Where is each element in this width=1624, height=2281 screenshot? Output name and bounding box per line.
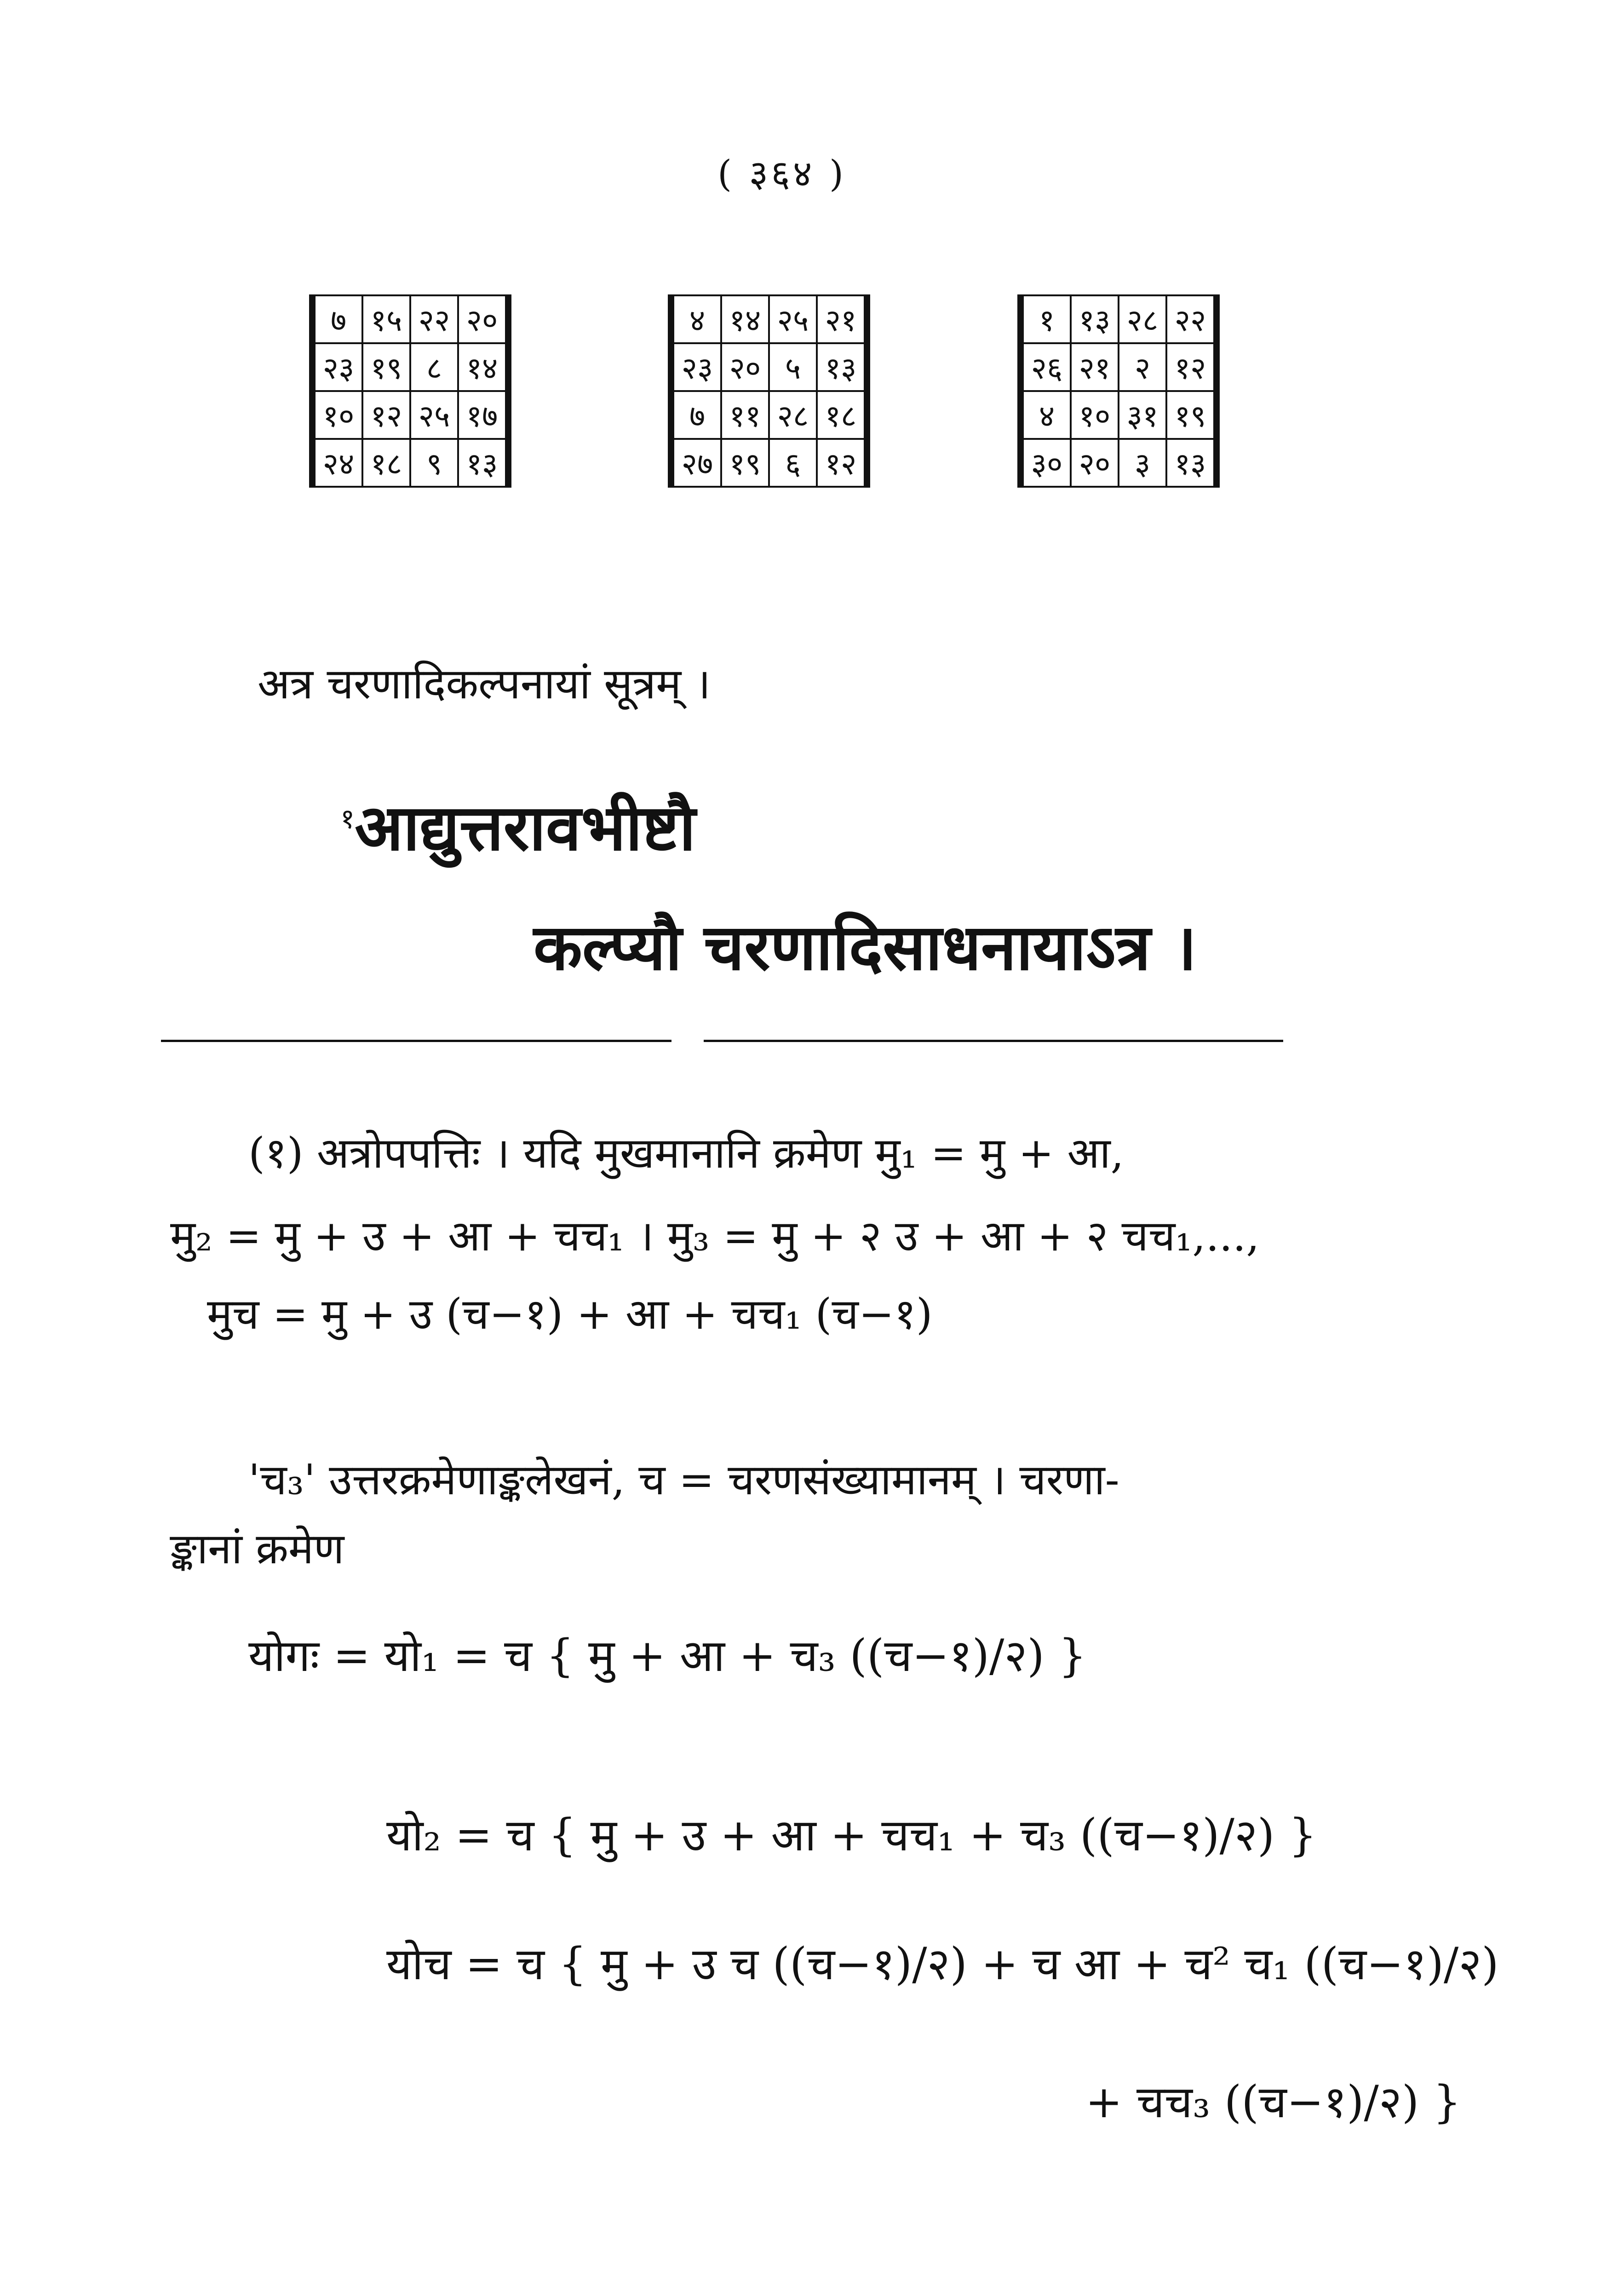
grid-cell: २१ <box>817 295 867 343</box>
grid-cell: १२ <box>817 439 867 487</box>
grid-cell: २३ <box>312 343 362 391</box>
grid-row <box>671 343 867 391</box>
grid-cell: १५ <box>362 295 410 343</box>
magic-square-1 <box>309 294 511 488</box>
equation-sum-2: यो₂ = च { मु + उ + आ + चच₁ + च₃ ((च−१)/२) } <box>386 1809 1317 1861</box>
section-heading: अत्र चरणादिकल्पनायां सूत्रम् । <box>258 659 711 708</box>
page-number: ( ३६४ ) <box>717 152 847 195</box>
grid-cell: २५ <box>769 295 817 343</box>
grid-cell: २० <box>721 343 769 391</box>
grid-cell: ३१ <box>1119 391 1166 439</box>
grid-cell: १४ <box>458 343 508 391</box>
grid-cell: २३ <box>671 343 721 391</box>
grid-row <box>312 295 508 343</box>
verse-line-1 <box>340 782 696 869</box>
footnote-line-4: 'च₃' उत्तरक्रमेणाङ्कलेखनं, च = चरणसंख्यामानम् । चरणा- <box>248 1455 1119 1504</box>
magic-square-3 <box>1017 294 1220 488</box>
verse-line-2: कल्प्यौ चरणादिसाधनायाऽत्र । <box>534 910 1197 985</box>
grid-cell: १९ <box>362 343 410 391</box>
grid-cell: २ <box>1119 343 1166 391</box>
footnote-line-2: मु₂ = मु + उ + आ + चच₁ । मु₃ = मु + २ उ + आ + २ चच₁,..., <box>170 1211 1260 1261</box>
grid-cell: १३ <box>458 439 508 487</box>
grid-cell: २८ <box>769 391 817 439</box>
equation-sum-n-continued: + चच₃ ((च−१)/२) } <box>1085 2076 1461 2128</box>
grid-cell: १९ <box>1166 391 1217 439</box>
footnote-line-1: (१) अत्रोपपत्तिः । यदि मुखमानानि क्रमेण मु₁ = मु + आ, <box>248 1129 1124 1178</box>
grid-cell: १९ <box>721 439 769 487</box>
grid-row <box>671 391 867 439</box>
grid-cell: २२ <box>410 295 458 343</box>
verse-line-1-text: आद्युत्तरावभीष्टौ <box>355 790 696 865</box>
grid-row <box>1021 439 1217 487</box>
grid-cell: ३ <box>1119 439 1166 487</box>
grid-cell: १८ <box>817 391 867 439</box>
grid-cell: ७ <box>312 295 362 343</box>
grid-cell: ७ <box>671 391 721 439</box>
grid-row <box>312 439 508 487</box>
grid-row <box>1021 343 1217 391</box>
grid-cell: ६ <box>769 439 817 487</box>
grid-cell: ९ <box>410 439 458 487</box>
grid-cell: १३ <box>1166 439 1217 487</box>
grid-cell: २५ <box>410 391 458 439</box>
grid-row <box>671 439 867 487</box>
grid-cell: १२ <box>1166 343 1217 391</box>
footnote-divider-right <box>704 1040 1283 1042</box>
grid-cell: १३ <box>817 343 867 391</box>
grid-cell: १३ <box>1071 295 1119 343</box>
equation-sum-n: योच = च { मु + उ च ((च−१)/२) + च आ + च² च₁ ((च−१)/२) <box>386 1938 1499 1990</box>
equation-sum-1: योगः = यो₁ = च { मु + आ + च₃ ((च−१)/२) } <box>248 1630 1087 1682</box>
grid-cell: २७ <box>671 439 721 487</box>
grid-cell: २६ <box>1021 343 1071 391</box>
grid-row <box>1021 295 1217 343</box>
grid-cell: २२ <box>1166 295 1217 343</box>
grid-cell: १८ <box>362 439 410 487</box>
grid-cell: २८ <box>1119 295 1166 343</box>
grid-cell: १२ <box>362 391 410 439</box>
grid-cell: २० <box>458 295 508 343</box>
grid-cell: ५ <box>769 343 817 391</box>
grid-row <box>312 343 508 391</box>
grid-cell: १४ <box>721 295 769 343</box>
grid-cell: ८ <box>410 343 458 391</box>
grid-cell: २४ <box>312 439 362 487</box>
grid-row <box>312 391 508 439</box>
grid-cell: ४ <box>1021 391 1071 439</box>
grid-cell: ४ <box>671 295 721 343</box>
footnote-divider-left <box>161 1040 671 1042</box>
grid-cell: १७ <box>458 391 508 439</box>
grid-cell: १० <box>312 391 362 439</box>
grid-row <box>671 295 867 343</box>
grid-cell: १० <box>1071 391 1119 439</box>
grid-cell: २० <box>1071 439 1119 487</box>
footnote-line-5: ङ्कानां क्रमेण <box>170 1524 344 1573</box>
grid-cell: ३० <box>1021 439 1071 487</box>
footnote-marker: १ <box>340 803 355 835</box>
magic-square-2 <box>668 294 870 488</box>
grid-cell: १ <box>1021 295 1071 343</box>
footnote-line-3: मुच = मु + उ (च−१) + आ + चच₁ (च−१) <box>207 1290 933 1339</box>
grid-cell: २१ <box>1071 343 1119 391</box>
grid-cell: ११ <box>721 391 769 439</box>
grid-row <box>1021 391 1217 439</box>
